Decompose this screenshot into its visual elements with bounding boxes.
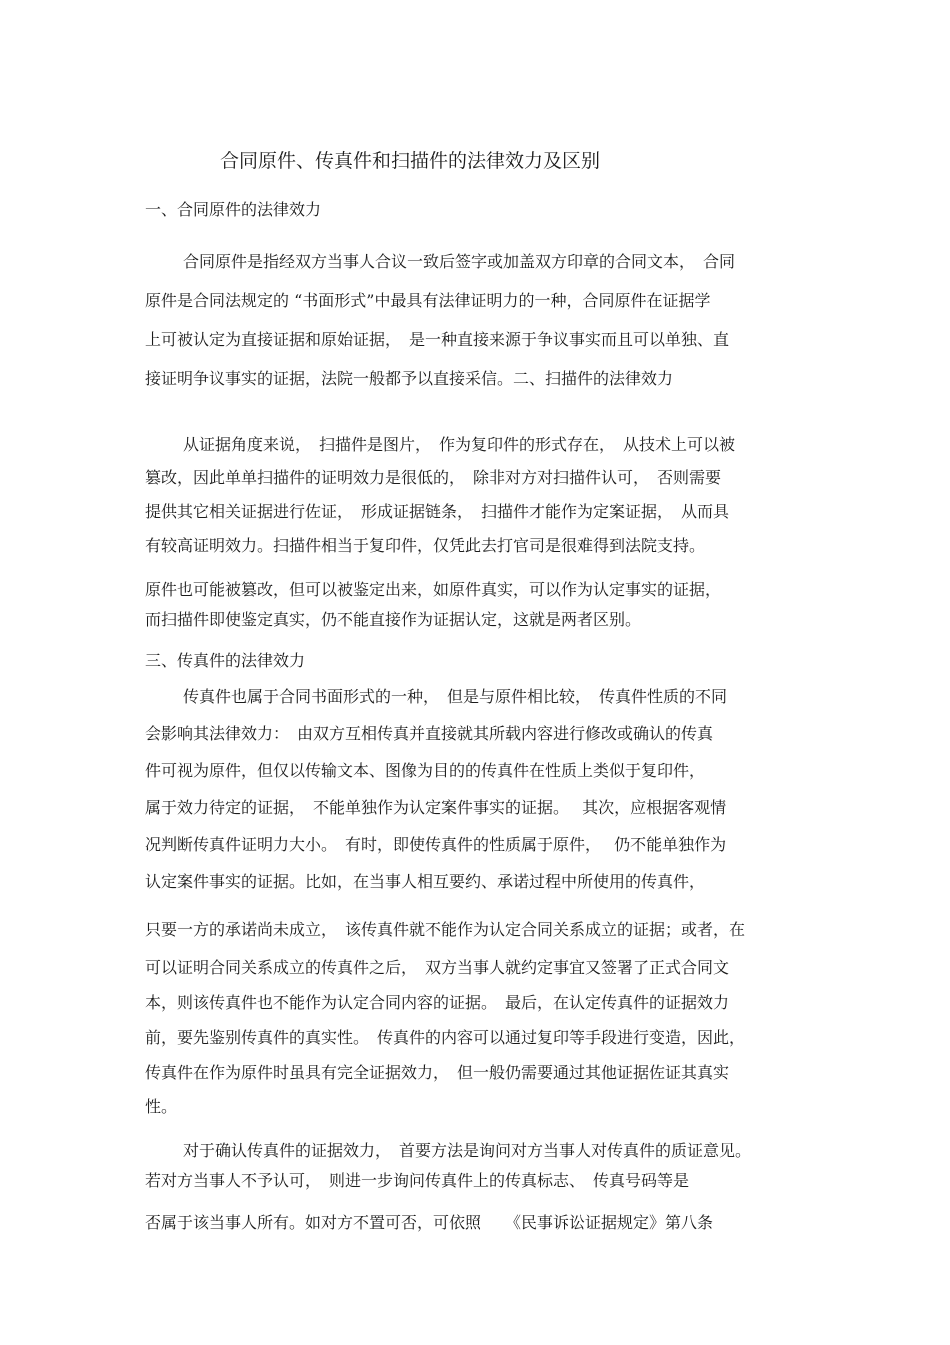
text-line: 对于确认传真件的证据效力， 首要方法是询问对方当事人对传真件的质证意见。 xyxy=(183,1141,752,1160)
section-heading-original: 一、合同原件的法律效力 xyxy=(145,200,322,219)
text-line: 况判断传真件证明力大小。 有时，即使传真件的性质属于原件， 仍不能单独作为 xyxy=(145,835,727,854)
text-line: 否属于该当事人所有。如对方不置可否，可依照 《民事诉讼证据规定》第八条 xyxy=(145,1213,714,1232)
text-line: 接证明争议事实的证据，法院一般都予以直接采信。二、扫描件的法律效力 xyxy=(145,369,674,388)
text-line: 传真件在作为原件时虽具有完全证据效力， 但一般仍需要通过其他证据佐证其真实 xyxy=(145,1063,730,1082)
text-line: 若对方当事人不予认可， 则进一步询问传真件上的传真标志、 传真号码等是 xyxy=(145,1171,690,1190)
text-line: 会影响其法律效力： 由双方互相传真并直接就其所载内容进行修改或确认的传真 xyxy=(145,724,714,743)
text-line: 原件也可能被篡改，但可以被鉴定出来，如原件真实，可以作为认定事实的证据， xyxy=(145,580,722,599)
text-line: 前，要先鉴别传真件的真实性。 传真件的内容可以通过复印等手段进行变造，因此， xyxy=(145,1028,746,1047)
text-line: 本，则该传真件也不能作为认定合同内容的证据。 最后，在认定传真件的证据效力 xyxy=(145,993,730,1012)
text-line: 而扫描件即使鉴定真实，仍不能直接作为证据认定，这就是两者区别。 xyxy=(145,610,642,629)
document-title: 合同原件、传真件和扫描件的法律效力及区别 xyxy=(220,150,601,172)
text-line: 从证据角度来说， 扫描件是图片， 作为复印件的形式存在， 从技术上可以被 xyxy=(183,435,736,454)
text-line: 篡改，因此单单扫描件的证明效力是很低的， 除非对方对扫描件认可， 否则需要 xyxy=(145,468,722,487)
text-line: 传真件也属于合同书面形式的一种， 但是与原件相比较， 传真件性质的不同 xyxy=(183,687,728,706)
text-line: 只要一方的承诺尚未成立， 该传真件就不能作为认定合同关系成立的证据；或者，在 xyxy=(145,920,746,939)
text-line: 属于效力待定的证据， 不能单独作为认定案件事实的证据。 其次，应根据客观情 xyxy=(145,798,727,817)
text-line: 件可视为原件，但仅以传输文本、图像为目的的传真件在性质上类似于复印件， xyxy=(145,761,706,780)
text-line: 上可被认定为直接证据和原始证据， 是一种直接来源于争议事实而且可以单独、直 xyxy=(145,330,730,349)
text-line: 提供其它相关证据进行佐证， 形成证据链条， 扫描件才能作为定案证据， 从而具 xyxy=(145,502,730,521)
text-line: 性。 xyxy=(145,1097,178,1116)
section-heading-fax: 三、传真件的法律效力 xyxy=(145,651,306,670)
text-line: 合同原件是指经双方当事人合议一致后签字或加盖双方印章的合同文本， 合同 xyxy=(183,252,736,271)
text-line: 可以证明合同关系成立的传真件之后， 双方当事人就约定事宜又签署了正式合同文 xyxy=(145,958,730,977)
text-line: 认定案件事实的证据。比如，在当事人相互要约、承诺过程中所使用的传真件， xyxy=(145,872,706,891)
text-line: 有较高证明效力。扫描件相当于复印件，仅凭此去打官司是很难得到法院支持。 xyxy=(145,536,706,555)
text-line: 原件是合同法规定的 “书面形式”中最具有法律证明力的一种，合同原件在证据学 xyxy=(145,291,711,310)
